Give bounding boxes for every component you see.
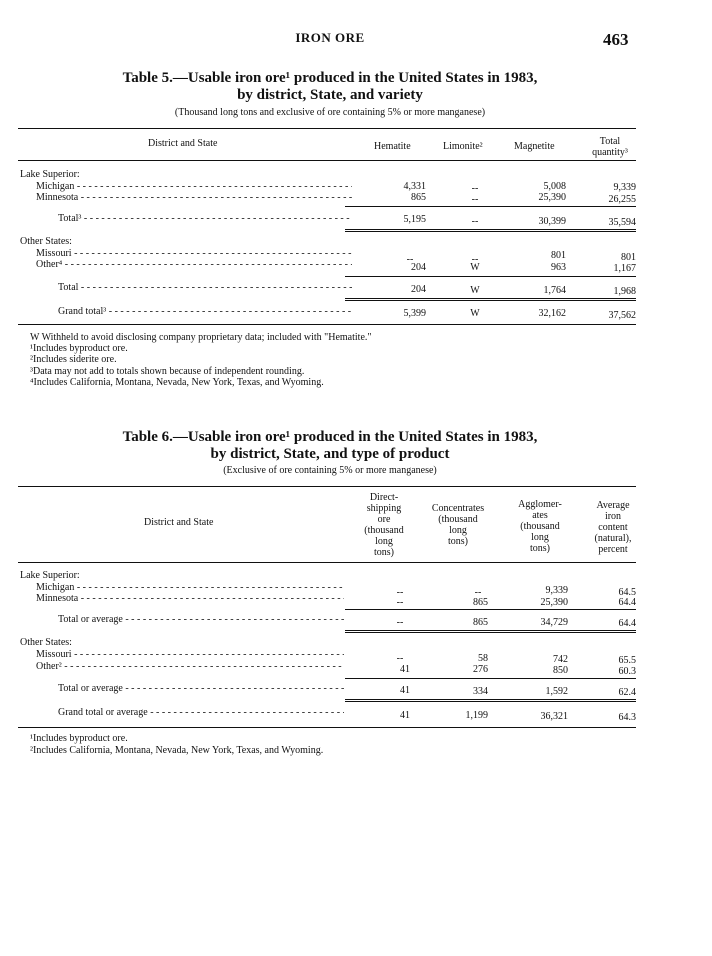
table5-subtotal-rule (345, 206, 636, 207)
table5-footnote: ³Data may not add to totals shown because of independent rounding. (30, 366, 305, 377)
running-head: IRON ORE (295, 30, 365, 45)
table5-cell: 865 (411, 192, 426, 203)
table5-cell: W (470, 285, 480, 296)
table6-subtotal-rule (345, 609, 636, 610)
table5-row-label: Total³ - - - (58, 213, 352, 224)
table6-cell: 36,321 (540, 711, 568, 722)
table6-cell: 34,729 (540, 617, 568, 628)
table5-col-district: District and State (148, 138, 218, 149)
table5-col-magnetite: Magnetite (514, 141, 555, 152)
table6-cell: -- (396, 587, 404, 598)
table6-cell: 64.4 (618, 597, 636, 608)
table6-cell: -- (474, 587, 482, 598)
table6-cell: 64.3 (618, 712, 636, 723)
table5-row-label: Other States: (20, 236, 72, 247)
table5-row-label: Grand total³ - - - (58, 306, 352, 317)
table6-cell: 60.3 (618, 666, 636, 677)
table5-col-hematite: Hematite (374, 141, 411, 152)
table6-cell: 64.5 (618, 587, 636, 598)
table6-cell: -- (396, 653, 404, 664)
table6-cell: 865 (473, 597, 488, 608)
table6-title-line1: Table 6.—Usable iron ore¹ produced in the United States in 1983, (122, 429, 538, 445)
table5-cell: W (470, 308, 480, 319)
table6-cell: 865 (473, 617, 488, 628)
table5-cell: 5,195 (403, 214, 426, 225)
table5-cell: W (470, 262, 480, 273)
table5-col-total-line2: quantity³ (592, 147, 628, 158)
table5-cell: -- (471, 194, 479, 205)
table6-col-direct: Direct- shipping ore (thousand long tons) (364, 492, 404, 558)
table6-row-label: Other States: (20, 637, 72, 648)
table6-col-average: Average iron content (natural), percent (594, 500, 632, 555)
table6-title-line2: by district, State, and type of product (210, 446, 450, 462)
table5-top-rule (18, 128, 636, 129)
table6-cell: 64.4 (618, 618, 636, 629)
table6-total-rule (345, 699, 636, 702)
table6-top-rule (18, 486, 636, 487)
table5-footnote: ²Includes siderite ore. (30, 354, 117, 365)
table6-cell: 276 (473, 664, 488, 675)
table5-cell: 1,167 (613, 263, 636, 274)
table6-footnote: ²Includes California, Montana, Nevada, New York, Texas, and Wyoming. (30, 745, 324, 756)
table6-header-rule (18, 562, 636, 563)
table6-row-label: Total or average - - - (58, 683, 344, 694)
table6-row-label: Missouri - - - (36, 649, 344, 660)
table5-footnote: W Withheld to avoid disclosing company proprietary data; included with "Hematite." (30, 332, 372, 343)
table5-title-line1: Table 5.—Usable iron ore¹ produced in the United States in 1983, (122, 70, 538, 86)
table6-cell: 1,199 (465, 710, 488, 721)
table6-row-label: Grand total or average - - - (58, 707, 344, 718)
table5-row-label: Total - - - (58, 282, 352, 293)
table5-row-label: Minnesota - - - (36, 192, 352, 203)
table5-cell: 204 (411, 262, 426, 273)
table6-cell: 850 (553, 665, 568, 676)
table5-cell: -- (471, 216, 479, 227)
table6-footnote: ¹Includes byproduct ore. (30, 733, 128, 744)
page-number: 463 (603, 30, 629, 49)
table5-subtotal-rule (345, 276, 636, 277)
table5-cell: 25,390 (538, 192, 566, 203)
table5-title-line2: by district, State, and variety (237, 87, 423, 103)
table5-cell: 5,008 (543, 181, 566, 192)
table6-col-concentrates: Concentrates (thousand long tons) (431, 503, 485, 547)
table5-cell: -- (406, 254, 414, 265)
table5-cell: 801 (551, 250, 566, 261)
table5-subtitle: (Thousand long tons and exclusive of ore containing 5% or more manganese) (174, 107, 486, 118)
table6-cell: 41 (400, 664, 410, 675)
table5-row-label: Missouri - - - (36, 248, 352, 259)
table6-row-label: Other² - - - (36, 661, 344, 672)
table5-cell: 35,594 (608, 217, 636, 228)
table6-subtotal-rule (345, 678, 636, 679)
table6-cell: 742 (553, 654, 568, 665)
table5-cell: 1,968 (613, 286, 636, 297)
table6-cell: -- (396, 617, 404, 628)
table5-cell: 26,255 (608, 194, 636, 205)
table5-bottom-rule (18, 324, 636, 325)
table5-cell: 963 (551, 262, 566, 273)
table5-total-rule (345, 229, 636, 232)
table6-cell: 65.5 (618, 655, 636, 666)
table5-cell: 30,399 (538, 216, 566, 227)
table6-row-label: Total or average - - - (58, 614, 344, 625)
table6-cell: 9,339 (545, 585, 568, 596)
table5-cell: 204 (411, 284, 426, 295)
table5-cell: 32,162 (538, 308, 566, 319)
table5-cell: -- (471, 254, 479, 265)
table6-col-district: District and State (144, 517, 214, 528)
table5-cell: -- (471, 183, 479, 194)
table6-bottom-rule (18, 727, 636, 728)
table6-cell: 1,592 (545, 686, 568, 697)
table6-cell: 58 (478, 653, 488, 664)
table5-row-label: Lake Superior: (20, 169, 80, 180)
table5-cell: 1,764 (543, 285, 566, 296)
table6-cell: -- (396, 597, 404, 608)
table6-cell: 41 (400, 710, 410, 721)
table5-cell: 801 (621, 252, 636, 263)
table5-cell: 9,339 (613, 182, 636, 193)
table5-footnote: ¹Includes byproduct ore. (30, 343, 128, 354)
table6-row-label: Michigan - - - (36, 582, 344, 593)
table5-col-total-line1: Total (599, 136, 621, 147)
table6-col-agglomerates: Agglomer- ates (thousand long tons) (518, 499, 562, 554)
table5-row-label: Other⁴ - - - (36, 259, 352, 270)
table6-cell: 334 (473, 686, 488, 697)
table5-cell: 37,562 (608, 310, 636, 321)
table6-row-label: Minnesota - - - (36, 593, 344, 604)
table5-cell: 4,331 (403, 181, 426, 192)
table6-cell: 62.4 (618, 687, 636, 698)
table5-cell: 5,399 (403, 308, 426, 319)
table6-cell: 41 (400, 685, 410, 696)
table6-total-rule (345, 630, 636, 633)
table5-col-total (580, 136, 640, 158)
table5-total-rule (345, 298, 636, 301)
table6-subtitle: (Exclusive of ore containing 5% or more manganese) (223, 465, 437, 476)
table6-row-label: Lake Superior: (20, 570, 80, 581)
table5-col-limonite: Limonite² (443, 141, 483, 152)
table6-cell: 25,390 (540, 597, 568, 608)
table5-footnote: ⁴Includes California, Montana, Nevada, New York, Texas, and Wyoming. (30, 377, 324, 388)
table5-header-rule (18, 160, 636, 161)
table5-row-label: Michigan - - - (36, 181, 352, 192)
